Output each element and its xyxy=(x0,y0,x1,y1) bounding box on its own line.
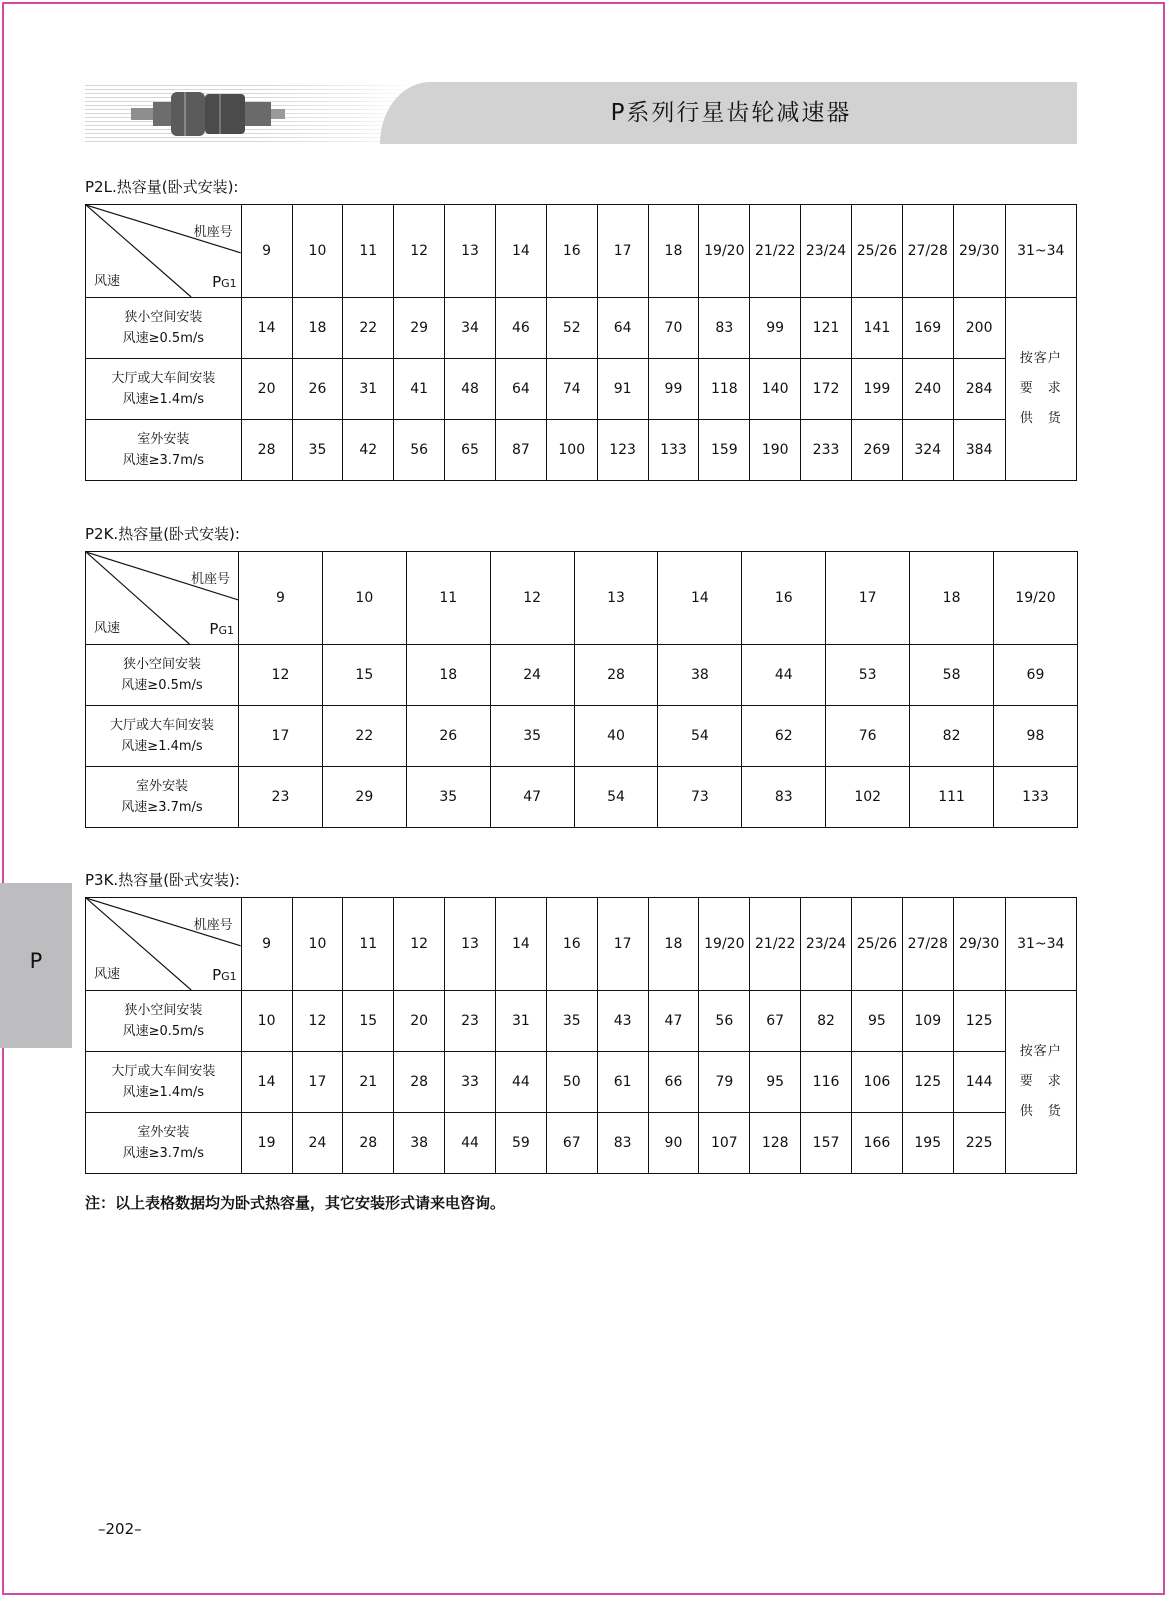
corner-wind-label: 风速 xyxy=(94,621,121,636)
page-header xyxy=(85,82,1077,144)
section-tab-label: P xyxy=(29,949,43,973)
table-cell: 69 xyxy=(994,645,1078,706)
row-label xyxy=(86,645,239,706)
table-cell: 14 xyxy=(241,1052,292,1113)
table-cell: 26 xyxy=(406,706,490,767)
table-cell: 24 xyxy=(292,1113,343,1174)
table-cell: 44 xyxy=(445,1113,496,1174)
table-cell: 29 xyxy=(394,298,445,359)
table-cell: 111 xyxy=(910,767,994,828)
corner-cell xyxy=(86,205,242,298)
table-cell: 15 xyxy=(343,991,394,1052)
table-cell: 38 xyxy=(394,1113,445,1174)
table-cell: 159 xyxy=(699,420,750,481)
table-cell: 99 xyxy=(648,359,699,420)
row-label-main: 狭小空间安装 xyxy=(124,1003,203,1018)
table-cell: 269 xyxy=(851,420,902,481)
p2k-title: P2K.热容量(卧式安装): xyxy=(85,525,240,543)
table-cell: 121 xyxy=(801,298,852,359)
table-cell: 70 xyxy=(648,298,699,359)
size-header: 12 xyxy=(394,898,445,991)
table-cell: 54 xyxy=(574,767,658,828)
row-label xyxy=(86,706,239,767)
table-cell: 128 xyxy=(750,1113,801,1174)
corner-cell xyxy=(86,898,242,991)
table-cell: 12 xyxy=(239,645,323,706)
table-cell: 31 xyxy=(495,991,546,1052)
table-cell: 169 xyxy=(902,298,953,359)
table-cell: 107 xyxy=(699,1113,750,1174)
table-cell: 24 xyxy=(490,645,574,706)
size-header: 10 xyxy=(292,898,343,991)
size-header: 16 xyxy=(742,552,826,645)
table-cell: 98 xyxy=(994,706,1078,767)
row-label-main: 狭小空间安装 xyxy=(124,310,203,325)
table-cell: 56 xyxy=(699,991,750,1052)
table-row xyxy=(86,1113,1077,1174)
row-label-wind: 风速≥1.4m/s xyxy=(122,1085,205,1100)
table-cell: 28 xyxy=(394,1052,445,1113)
row-label-main: 室外安装 xyxy=(135,779,188,794)
table-cell: 62 xyxy=(742,706,826,767)
table-cell: 190 xyxy=(750,420,801,481)
table-cell: 102 xyxy=(826,767,910,828)
table-cell: 83 xyxy=(742,767,826,828)
table-cell: 324 xyxy=(902,420,953,481)
table-cell: 172 xyxy=(801,359,852,420)
table-cell: 116 xyxy=(801,1052,852,1113)
size-header: 25/26 xyxy=(851,898,902,991)
table-cell: 43 xyxy=(597,991,648,1052)
size-header: 18 xyxy=(648,898,699,991)
size-header: 17 xyxy=(597,205,648,298)
page-number: –202– xyxy=(98,1520,142,1538)
size-header: 10 xyxy=(322,552,406,645)
table-cell: 35 xyxy=(406,767,490,828)
size-header: 25/26 xyxy=(851,205,902,298)
table-cell: 12 xyxy=(292,991,343,1052)
size-header: 29/30 xyxy=(953,205,1005,298)
table-cell: 14 xyxy=(241,298,292,359)
table-cell: 54 xyxy=(658,706,742,767)
table-cell: 106 xyxy=(851,1052,902,1113)
table-cell: 200 xyxy=(953,298,1005,359)
row-label-main: 大厅或大车间安装 xyxy=(111,1064,216,1079)
size-header: 17 xyxy=(826,552,910,645)
size-header: 13 xyxy=(445,898,496,991)
table-cell: 22 xyxy=(322,706,406,767)
customer-note-line: 按客户 xyxy=(1019,351,1062,366)
table-cell: 35 xyxy=(490,706,574,767)
footnote: 注：以上表格数据均为卧式热容量，其它安装形式请来电咨询。 xyxy=(85,1194,506,1212)
table-cell: 133 xyxy=(994,767,1078,828)
gear-reducer-image xyxy=(125,84,295,142)
size-header: 12 xyxy=(394,205,445,298)
table-cell: 73 xyxy=(658,767,742,828)
table-cell: 61 xyxy=(597,1052,648,1113)
p2l-title: P2L.热容量(卧式安装): xyxy=(85,178,239,196)
table-cell: 83 xyxy=(699,298,750,359)
table-cell: 28 xyxy=(343,1113,394,1174)
row-label xyxy=(86,1052,242,1113)
table-cell: 18 xyxy=(292,298,343,359)
table-cell: 195 xyxy=(902,1113,953,1174)
size-header: 9 xyxy=(239,552,323,645)
table-cell: 18 xyxy=(406,645,490,706)
table-row xyxy=(86,767,1078,828)
size-header: 23/24 xyxy=(801,898,852,991)
table-cell: 166 xyxy=(851,1113,902,1174)
table-cell: 83 xyxy=(597,1113,648,1174)
table-cell: 67 xyxy=(750,991,801,1052)
size-header: 13 xyxy=(445,205,496,298)
size-header: 14 xyxy=(658,552,742,645)
row-label-main: 室外安装 xyxy=(137,432,190,447)
row-label-wind: 风速≥1.4m/s xyxy=(121,739,203,754)
table-cell: 35 xyxy=(292,420,343,481)
table-cell: 100 xyxy=(546,420,597,481)
table-cell: 10 xyxy=(241,991,292,1052)
table-cell: 384 xyxy=(953,420,1005,481)
table-cell: 26 xyxy=(292,359,343,420)
table-cell: 15 xyxy=(322,645,406,706)
table-cell: 17 xyxy=(239,706,323,767)
table-cell: 157 xyxy=(801,1113,852,1174)
table-cell: 38 xyxy=(658,645,742,706)
table-row xyxy=(86,420,1077,481)
size-header: 19/20 xyxy=(994,552,1078,645)
table-cell: 79 xyxy=(699,1052,750,1113)
p2k-thermal-table xyxy=(85,551,1078,828)
table-cell: 20 xyxy=(241,359,292,420)
table-cell: 20 xyxy=(394,991,445,1052)
size-header: 27/28 xyxy=(902,898,953,991)
row-label xyxy=(86,767,239,828)
table-cell: 42 xyxy=(343,420,394,481)
size-header: 23/24 xyxy=(801,205,852,298)
corner-machine-label: 机座号 xyxy=(193,918,233,933)
table-cell: 91 xyxy=(597,359,648,420)
corner-wind-label: 风速 xyxy=(94,274,121,289)
p3k-title: P3K.热容量(卧式安装): xyxy=(85,871,240,889)
size-header: 9 xyxy=(241,205,292,298)
table-cell: 67 xyxy=(546,1113,597,1174)
table-cell: 23 xyxy=(445,991,496,1052)
table-cell: 53 xyxy=(826,645,910,706)
table-cell: 199 xyxy=(851,359,902,420)
table-cell: 50 xyxy=(546,1052,597,1113)
customer-note-line: 按客户 xyxy=(1019,1044,1062,1059)
customer-supply-cell xyxy=(1005,991,1076,1174)
table-header-row xyxy=(86,552,1078,645)
table-cell: 125 xyxy=(902,1052,953,1113)
corner-machine-label: 机座号 xyxy=(193,225,233,240)
table-header-row xyxy=(86,898,1077,991)
size-header: 16 xyxy=(546,898,597,991)
table-cell: 109 xyxy=(902,991,953,1052)
size-header: 29/30 xyxy=(953,898,1005,991)
table-cell: 47 xyxy=(648,991,699,1052)
size-header: 11 xyxy=(343,898,394,991)
table-cell: 47 xyxy=(490,767,574,828)
table-cell: 31 xyxy=(343,359,394,420)
table-cell: 65 xyxy=(445,420,496,481)
size-header: 9 xyxy=(241,898,292,991)
table-cell: 64 xyxy=(495,359,546,420)
table-cell: 95 xyxy=(851,991,902,1052)
table-cell: 59 xyxy=(495,1113,546,1174)
row-label-wind: 风速≥0.5m/s xyxy=(121,678,203,693)
row-label-main: 大厅或大车间安装 xyxy=(111,371,216,386)
size-header: 16 xyxy=(546,205,597,298)
row-label-wind: 风速≥0.5m/s xyxy=(122,1024,205,1039)
customer-note-line: 供 货 xyxy=(1019,411,1062,426)
row-label xyxy=(86,359,242,420)
size-header: 18 xyxy=(648,205,699,298)
size-header: 11 xyxy=(406,552,490,645)
size-header: 31~34 xyxy=(1005,205,1076,298)
table-cell: 17 xyxy=(292,1052,343,1113)
row-label-main: 室外安装 xyxy=(137,1125,190,1140)
table-cell: 44 xyxy=(742,645,826,706)
table-header-row xyxy=(86,205,1077,298)
size-header: 21/22 xyxy=(750,205,801,298)
size-header: 10 xyxy=(292,205,343,298)
table-cell: 240 xyxy=(902,359,953,420)
table-cell: 19 xyxy=(241,1113,292,1174)
row-label-wind: 风速≥1.4m/s xyxy=(122,392,205,407)
row-label xyxy=(86,298,242,359)
customer-note-line: 要 求 xyxy=(1019,381,1062,396)
table-cell: 44 xyxy=(495,1052,546,1113)
row-label-main: 大厅或大车间安装 xyxy=(109,718,214,733)
table-cell: 46 xyxy=(495,298,546,359)
table-cell: 118 xyxy=(699,359,750,420)
table-cell: 76 xyxy=(826,706,910,767)
size-header: 14 xyxy=(495,205,546,298)
table-cell: 225 xyxy=(953,1113,1005,1174)
table-row xyxy=(86,1052,1077,1113)
table-cell: 34 xyxy=(445,298,496,359)
table-cell: 284 xyxy=(953,359,1005,420)
size-header: 13 xyxy=(574,552,658,645)
size-header: 18 xyxy=(910,552,994,645)
row-label-wind: 风速≥3.7m/s xyxy=(122,1146,205,1161)
section-tab xyxy=(0,883,72,1048)
table-cell: 90 xyxy=(648,1113,699,1174)
row-label-main: 狭小空间安装 xyxy=(122,657,201,672)
table-cell: 82 xyxy=(910,706,994,767)
corner-machine-label: 机座号 xyxy=(190,572,230,587)
size-header: 19/20 xyxy=(699,205,750,298)
corner-cell xyxy=(86,552,239,645)
table-cell: 48 xyxy=(445,359,496,420)
table-cell: 82 xyxy=(801,991,852,1052)
p2l-thermal-table xyxy=(85,204,1077,481)
table-cell: 99 xyxy=(750,298,801,359)
corner-pg-label: PG1 xyxy=(212,966,237,984)
table-cell: 233 xyxy=(801,420,852,481)
customer-note-line: 供 货 xyxy=(1019,1104,1062,1119)
table-cell: 41 xyxy=(394,359,445,420)
row-label-wind: 风速≥3.7m/s xyxy=(122,453,205,468)
table-row xyxy=(86,359,1077,420)
table-cell: 66 xyxy=(648,1052,699,1113)
corner-wind-label: 风速 xyxy=(94,967,121,982)
table-row xyxy=(86,645,1078,706)
table-cell: 87 xyxy=(495,420,546,481)
row-label xyxy=(86,420,242,481)
table-row xyxy=(86,298,1077,359)
p3k-thermal-table xyxy=(85,897,1077,1174)
row-label xyxy=(86,1113,242,1174)
table-cell: 52 xyxy=(546,298,597,359)
size-header: 19/20 xyxy=(699,898,750,991)
table-cell: 29 xyxy=(322,767,406,828)
table-cell: 144 xyxy=(953,1052,1005,1113)
table-cell: 28 xyxy=(574,645,658,706)
row-label-wind: 风速≥3.7m/s xyxy=(121,800,203,815)
table-cell: 125 xyxy=(953,991,1005,1052)
table-cell: 64 xyxy=(597,298,648,359)
corner-pg-label: PG1 xyxy=(209,620,234,638)
size-header: 21/22 xyxy=(750,898,801,991)
table-cell: 21 xyxy=(343,1052,394,1113)
size-header: 12 xyxy=(490,552,574,645)
size-header: 11 xyxy=(343,205,394,298)
table-cell: 40 xyxy=(574,706,658,767)
table-cell: 95 xyxy=(750,1052,801,1113)
table-cell: 23 xyxy=(239,767,323,828)
table-cell: 58 xyxy=(910,645,994,706)
size-header: 17 xyxy=(597,898,648,991)
customer-note-line: 要 求 xyxy=(1019,1074,1062,1089)
table-cell: 123 xyxy=(597,420,648,481)
table-cell: 133 xyxy=(648,420,699,481)
table-row xyxy=(86,706,1078,767)
row-label xyxy=(86,991,242,1052)
table-cell: 28 xyxy=(241,420,292,481)
size-header: 31~34 xyxy=(1005,898,1076,991)
customer-supply-cell xyxy=(1005,298,1076,481)
size-header: 14 xyxy=(495,898,546,991)
table-cell: 140 xyxy=(750,359,801,420)
row-label-wind: 风速≥0.5m/s xyxy=(122,331,205,346)
table-cell: 74 xyxy=(546,359,597,420)
table-cell: 35 xyxy=(546,991,597,1052)
table-cell: 33 xyxy=(445,1052,496,1113)
table-row xyxy=(86,991,1077,1052)
size-header: 27/28 xyxy=(902,205,953,298)
corner-pg-label: PG1 xyxy=(212,273,237,291)
table-cell: 141 xyxy=(851,298,902,359)
page-title: P系列行星齿轮减速器 xyxy=(610,100,852,126)
table-cell: 56 xyxy=(394,420,445,481)
table-cell: 22 xyxy=(343,298,394,359)
